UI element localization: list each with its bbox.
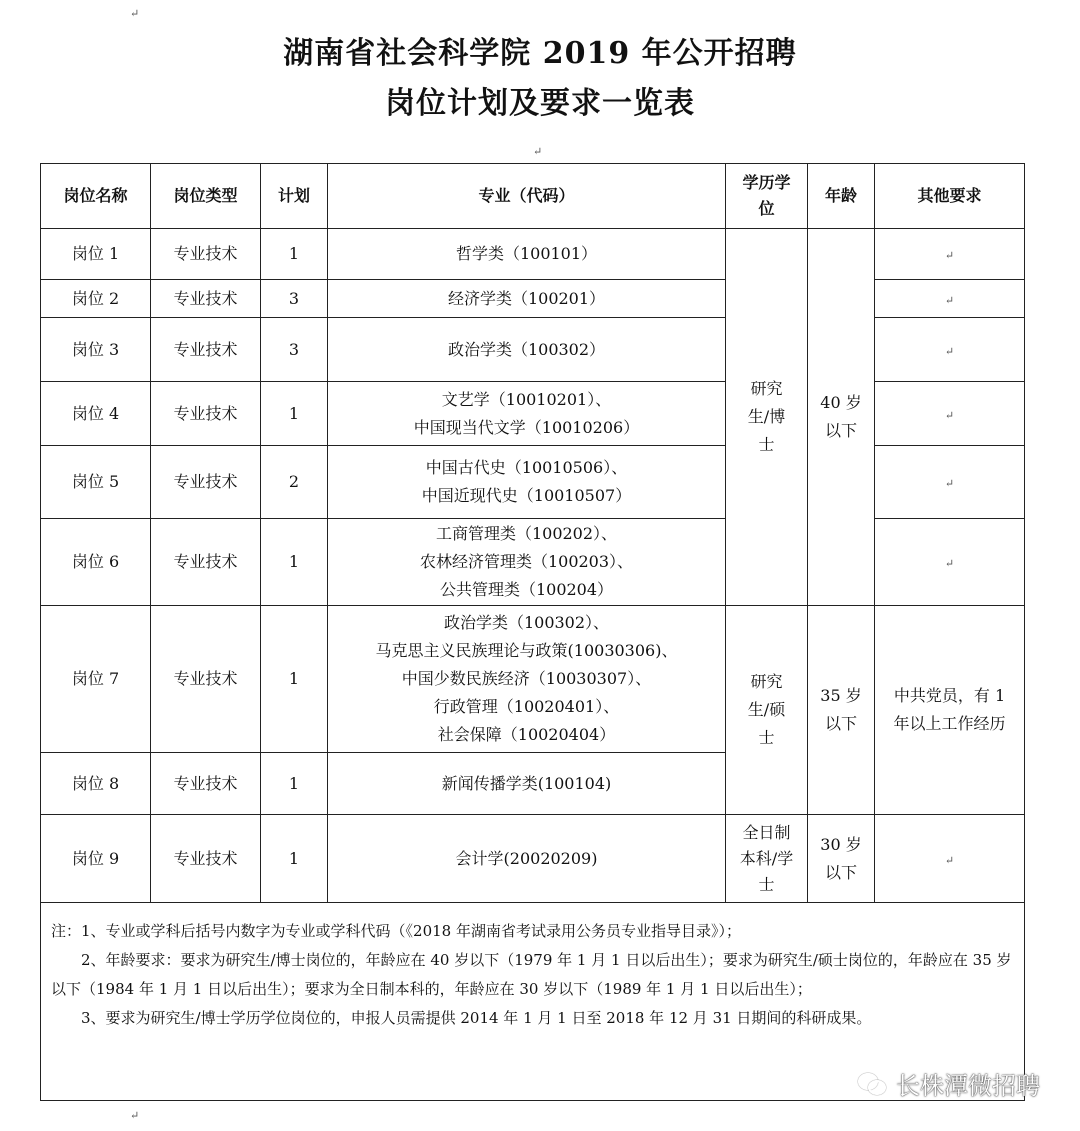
major-line: 公共管理类（100204） <box>439 580 614 599</box>
cell-plan: 1 <box>261 753 328 815</box>
cell-name: 岗位 5 <box>41 446 151 519</box>
watermark-text: 长株潭微招聘 <box>896 1072 1040 1100</box>
cell-type: 专业技术 <box>151 382 261 446</box>
cell-major <box>328 280 726 318</box>
paragraph-mark: ↵ <box>130 1109 140 1122</box>
cell-plan: 1 <box>261 815 328 903</box>
cell-other: ↵ <box>875 446 1025 519</box>
cell-plan: 1 <box>261 382 328 446</box>
cell-type: 专业技术 <box>151 318 261 382</box>
cell-name: 岗位 3 <box>41 318 151 382</box>
cell-plan: 3 <box>261 280 328 318</box>
table-row <box>41 815 1025 903</box>
table-row <box>41 606 1025 753</box>
major-line: 会计学(20020209) <box>455 848 598 868</box>
cell-other: ↵ <box>875 382 1025 446</box>
cell-other: ↵ <box>875 519 1025 606</box>
cell-major <box>328 229 726 280</box>
header-degree: 学历学位 <box>726 164 808 229</box>
major-line: 政治学类（100302） <box>447 339 606 359</box>
cell-age-30: 30 岁以下 <box>808 815 875 903</box>
cell-type: 专业技术 <box>151 280 261 318</box>
table-header-row <box>41 164 1025 229</box>
recruitment-table <box>40 163 1025 1101</box>
cell-name: 岗位 6 <box>41 519 151 606</box>
header-type: 岗位类型 <box>151 164 261 229</box>
cell-major <box>328 815 726 903</box>
cell-name: 岗位 2 <box>41 280 151 318</box>
cell-major <box>328 753 726 815</box>
wechat-icon <box>858 1071 888 1097</box>
major-line: 中国现当代文学（10010206） <box>413 417 640 437</box>
page-title-line1: 湖南省社会科学院 2019 年公开招聘 <box>283 36 797 71</box>
cell-plan: 3 <box>261 318 328 382</box>
major-line: 哲学类（100101） <box>455 244 598 263</box>
cell-age-35: 35 岁以下 <box>808 606 875 815</box>
cell-other: ↵ <box>875 229 1025 280</box>
cell-name: 岗位 7 <box>41 606 151 753</box>
note-3: 3、要求为研究生/博士学历学位岗位的，申报人员需提供 2014 年 1 月 1 日至 2018 年 12 月 31 日期间的科研成果。 <box>81 1009 872 1027</box>
table-row <box>41 519 1025 606</box>
major-line: 马克思主义民族理论与政策(10030306)、 <box>375 641 678 660</box>
cell-plan: 1 <box>261 229 328 280</box>
header-other: 其他要求 <box>875 164 1025 229</box>
watermark <box>858 1066 1040 1101</box>
cell-type: 专业技术 <box>151 753 261 815</box>
cell-name: 岗位 9 <box>41 815 151 903</box>
cell-major <box>328 606 726 753</box>
header-age: 年龄 <box>808 164 875 229</box>
cell-other: ↵ <box>875 280 1025 318</box>
cell-major <box>328 519 726 606</box>
cell-degree-bachelor: 全日制本科/学士 <box>726 815 808 903</box>
note-1: 注：1、专业或学科后括号内数字为专业或学科代码（《2018 年湖南省考试录用公务员专业指导目录》）； <box>51 922 741 940</box>
cell-type: 专业技术 <box>151 519 261 606</box>
table-row <box>41 446 1025 519</box>
cell-type: 专业技术 <box>151 606 261 753</box>
major-line: 经济学类（100201） <box>447 288 606 308</box>
cell-age-40: 40 岁以下 <box>808 229 875 606</box>
major-line: 新闻传播学类(100104) <box>441 773 612 793</box>
cell-major <box>328 446 726 519</box>
cell-plan: 1 <box>261 606 328 753</box>
cell-type: 专业技术 <box>151 815 261 903</box>
cell-name: 岗位 1 <box>41 229 151 280</box>
header-name: 岗位名称 <box>41 164 151 229</box>
table-row <box>41 229 1025 280</box>
table-row <box>41 280 1025 318</box>
cell-other-party: 中共党员，有 1 年以上工作经历 <box>875 606 1025 815</box>
major-line: 文艺学（10010201）、 <box>441 389 612 409</box>
major-line: 中国少数民族经济（10030307）、 <box>401 669 652 688</box>
cell-type: 专业技术 <box>151 229 261 280</box>
cell-type: 专业技术 <box>151 446 261 519</box>
paragraph-mark: ↵ <box>130 7 140 20</box>
major-line: 农林经济管理类（100203）、 <box>419 552 634 571</box>
cell-name: 岗位 8 <box>41 753 151 815</box>
page-title-line2: 岗位计划及要求一览表 <box>385 86 695 121</box>
cell-degree-master: 研究生/硕士 <box>726 606 808 815</box>
cell-plan: 1 <box>261 519 328 606</box>
major-line: 行政管理（10020401）、 <box>433 697 620 716</box>
table-row <box>41 318 1025 382</box>
paragraph-mark: ↵ <box>533 145 543 158</box>
cell-other: ↵ <box>875 318 1025 382</box>
major-line: 政治学类（100302）、 <box>443 613 610 632</box>
cell-name: 岗位 4 <box>41 382 151 446</box>
cell-degree-doctor: 研究生/博士 <box>726 229 808 606</box>
cell-major <box>328 318 726 382</box>
major-line: 社会保障（10020404） <box>437 725 616 744</box>
header-plan: 计划 <box>261 164 328 229</box>
cell-other: ↵ <box>875 815 1025 903</box>
major-line: 中国古代史（10010506）、 <box>425 458 628 477</box>
cell-major <box>328 382 726 446</box>
cell-plan: 2 <box>261 446 328 519</box>
note-2: 2、年龄要求：要求为研究生/博士岗位的，年龄应在 40 岁以下（1979 年 1 月 1 日以后出生）；要求为研究生/硕士岗位的，年龄应在 35 岁以下（1984 年 1 月 1 日以后出生）；要求为全日制本科的，年龄应在 30 岁以下（1989 年 1 月 1 日以后出生）； <box>51 951 1012 998</box>
major-line: 中国近现代史（10010507） <box>421 486 632 505</box>
major-line: 工商管理类（100202）、 <box>435 524 618 543</box>
table-row <box>41 382 1025 446</box>
header-major: 专业（代码） <box>328 164 726 229</box>
